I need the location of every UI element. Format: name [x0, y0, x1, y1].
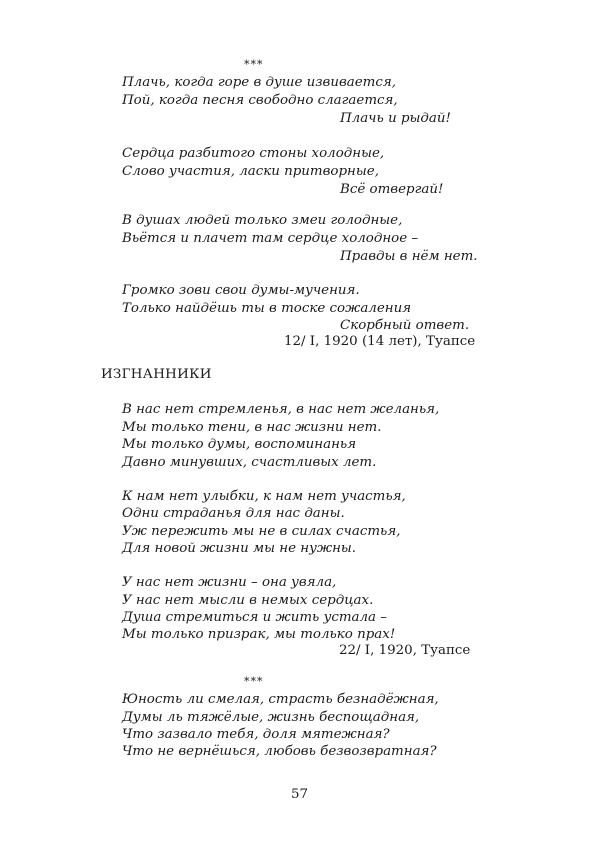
poem2-line-7: Уж пережить мы не в силах счастья, — [122, 524, 401, 539]
poem2-line-8: Для новой жизни мы не нужны. — [122, 541, 357, 556]
poem2-line-11: Душа стремиться и жить устала – — [122, 610, 387, 625]
poem2-line-4: Давно минувших, счастливых лет. — [122, 455, 377, 470]
poem1-line-3: Плачь и рыдай! — [340, 111, 451, 126]
poem2-line-1: В нас нет стремленья, в нас нет желанья, — [122, 402, 440, 417]
page-number: 57 — [291, 787, 309, 802]
poem1-line-1: Плачь, когда горе в душе извивается, — [122, 75, 396, 90]
poem1-line-9: Правды в нём нет. — [340, 249, 478, 264]
poem1-line-12: Скорбный ответ. — [340, 318, 470, 333]
poem2-title: ИЗГНАННИКИ — [101, 367, 212, 382]
poem2-line-6: Одни страданья для нас даны. — [122, 506, 345, 521]
section-marker-1: *** — [244, 58, 264, 71]
section-marker-2: *** — [244, 675, 264, 688]
poem2-line-12: Мы только призрак, мы только прах! — [122, 627, 396, 642]
poem2-line-2: Мы только тени, в нас жизни нет. — [122, 420, 382, 435]
poem2-line-5: К нам нет улыбки, к нам нет участья, — [122, 489, 406, 504]
poem1-line-4: Сердца разбитого стоны холодные, — [122, 146, 385, 161]
poem1-line-7: В душах людей только змеи голодные, — [122, 213, 403, 228]
poem2-line-10: У нас нет мысли в немых сердцах. — [122, 593, 374, 608]
poem1-line-6: Всё отвергай! — [340, 182, 444, 197]
poem2-line-3: Мы только думы, воспоминанья — [122, 437, 357, 452]
poem3-line-2: Думы ль тяжёлые, жизнь беспощадная, — [122, 710, 420, 725]
poem2-line-9: У нас нет жизни – она увяла, — [122, 575, 337, 590]
poem1-line-8: Вьётся и плачет там сердце холодное – — [122, 231, 419, 246]
poem2-date: 22/ I, 1920, Туапсе — [339, 643, 471, 658]
poem1-line-10: Громко зови свои думы-мучения. — [122, 283, 360, 298]
poem3-line-4: Что не вернёшься, любовь безвозвратная? — [122, 744, 437, 759]
poem1-date: 12/ I, 1920 (14 лет), Туапсе — [284, 334, 476, 349]
poem1-line-2: Пой, когда песня свободно слагается, — [122, 93, 398, 108]
poem1-line-11: Только найдёшь ты в тоске сожаления — [122, 301, 412, 316]
poem3-line-1: Юность ли смелая, страсть безнадёжная, — [122, 692, 439, 707]
poem1-line-5: Слово участия, ласки притворные, — [122, 164, 379, 179]
poem3-line-3: Что зазвало тебя, доля мятежная? — [122, 727, 390, 742]
